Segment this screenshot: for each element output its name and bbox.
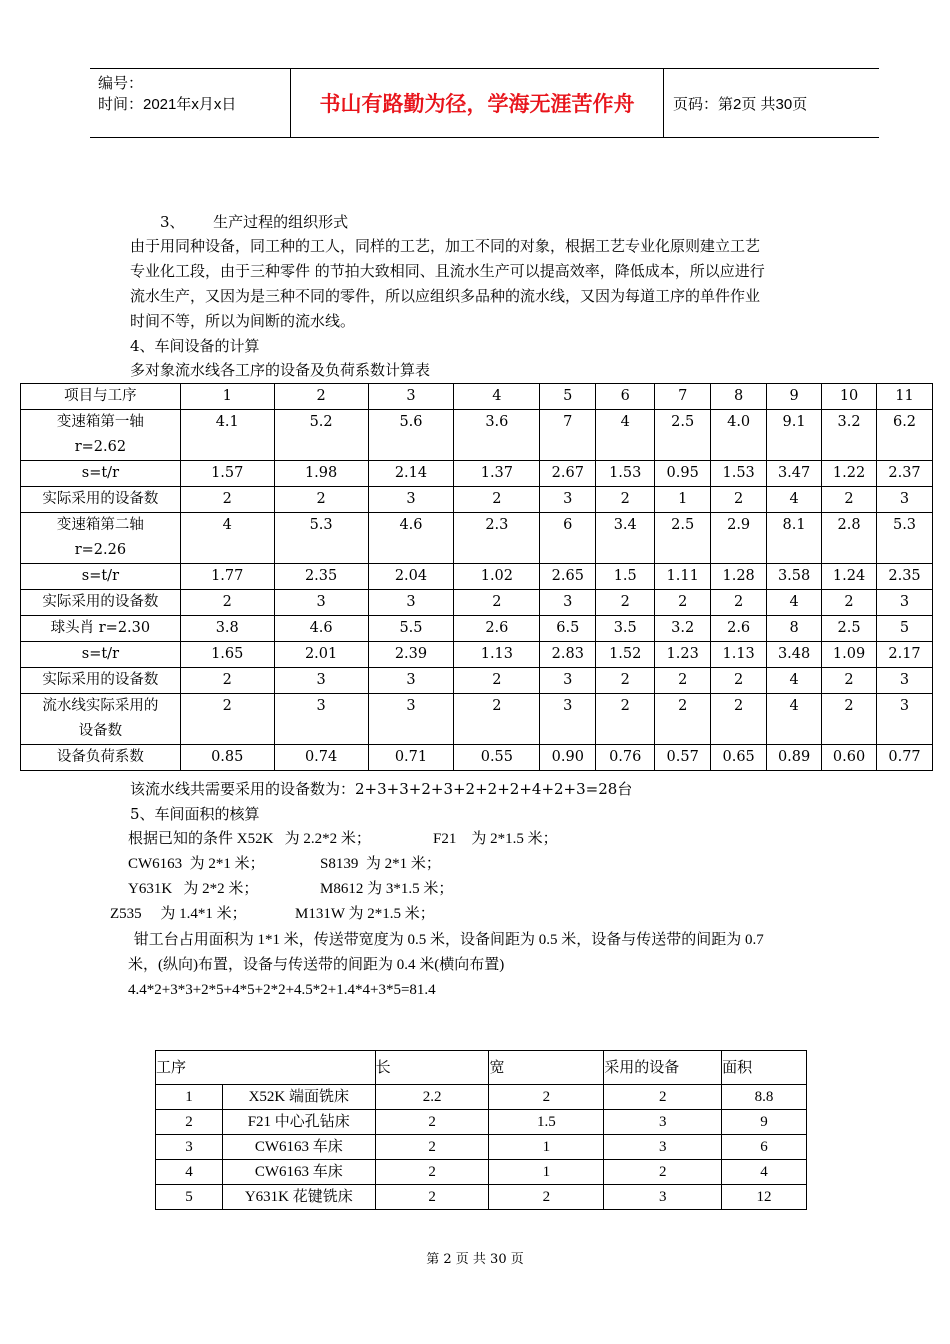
row-label-line: 设备负荷系数 xyxy=(56,749,144,765)
value-cell: 1.24 xyxy=(822,564,877,590)
value-cell: 1.5 xyxy=(596,564,655,590)
value-cell: 2.9 xyxy=(711,513,767,564)
condition-m8612: M8612 为 3*1.5 米； xyxy=(320,881,454,897)
value-cell: 5.5 xyxy=(368,616,454,642)
page-footer: 第 2 页 共 30 页 xyxy=(426,1252,524,1267)
value-cell: 8.8 xyxy=(722,1085,807,1110)
row-label-line: r=2.62 xyxy=(74,439,127,455)
section3-paragraph xyxy=(130,234,850,334)
value-cell: 5.3 xyxy=(274,513,368,564)
value-cell: 1.53 xyxy=(596,461,655,487)
value-cell: X52K 端面铣床 xyxy=(222,1085,375,1110)
value-cell: 1 xyxy=(489,1135,604,1160)
table-row xyxy=(21,564,933,590)
row-label xyxy=(21,668,181,694)
table-row xyxy=(21,513,933,564)
value-cell: 2.01 xyxy=(274,642,368,668)
value-cell: CW6163 车床 xyxy=(222,1160,375,1185)
header-cell: 工序 xyxy=(156,1051,376,1085)
value-cell: 2 xyxy=(180,590,274,616)
value-cell: 4 xyxy=(180,513,274,564)
value-cell: 2.39 xyxy=(368,642,454,668)
value-cell: 3.48 xyxy=(767,642,822,668)
row-label-line: 实际采用的设备数 xyxy=(42,672,159,688)
area-table xyxy=(155,1050,807,1210)
header-cell-step: 6 xyxy=(596,384,655,410)
doc-time-label: 时间：2021年x月x日 xyxy=(98,96,237,113)
value-cell: 2.6 xyxy=(454,616,540,642)
row-label-line: 流水线实际采用的 xyxy=(42,698,159,714)
row-label xyxy=(21,642,181,668)
value-cell: 4 xyxy=(767,487,822,513)
table-row xyxy=(21,616,933,642)
paragraph-line: 专业化工段，由于三种零件 的节拍大致相同、且流水生产可以提高效率，降低成本，所以应进行 xyxy=(130,262,765,280)
value-cell: 3.58 xyxy=(767,564,822,590)
row-label-line: s=t/r xyxy=(81,646,119,662)
table-row xyxy=(21,668,933,694)
value-cell: 9.1 xyxy=(767,410,822,461)
table-row xyxy=(21,694,933,745)
value-cell: 1.28 xyxy=(711,564,767,590)
value-cell: 2 xyxy=(375,1185,489,1210)
value-cell: 7 xyxy=(540,410,596,461)
doc-number-label: 编号： xyxy=(98,75,144,92)
row-label xyxy=(21,461,181,487)
value-cell: 4.0 xyxy=(711,410,767,461)
value-cell: CW6163 车床 xyxy=(222,1135,375,1160)
value-cell: 2 xyxy=(596,590,655,616)
value-cell: 6 xyxy=(722,1135,807,1160)
value-cell: 3 xyxy=(274,668,368,694)
row-label-line: 变速箱第一轴 xyxy=(56,414,144,430)
value-cell: 2 xyxy=(596,668,655,694)
value-cell: 4.6 xyxy=(274,616,368,642)
header-cell-step: 2 xyxy=(274,384,368,410)
value-cell: 2.37 xyxy=(877,461,933,487)
row-label xyxy=(21,410,181,461)
section3-heading: 3、 生产过程的组织形式 xyxy=(160,213,349,231)
row-label xyxy=(21,694,181,745)
value-cell: 2.14 xyxy=(368,461,454,487)
value-cell: 6.2 xyxy=(877,410,933,461)
table-row xyxy=(21,642,933,668)
bench-area-note: 钳工台占用面积为 1*1 米，传送带宽度为 0.5 米，设备间距为 0.5 米，设备与传送带的间距为 0.7 xyxy=(130,932,764,948)
value-cell: 5.6 xyxy=(368,410,454,461)
value-cell: 3 xyxy=(877,668,933,694)
value-cell: 1.23 xyxy=(655,642,711,668)
row-label-line: 变速箱第二轴 xyxy=(56,517,144,533)
table-row xyxy=(21,487,933,513)
value-cell: 2.17 xyxy=(877,642,933,668)
total-equipment-note: 该流水线共需要采用的设备数为：2+3+3+2+3+2+2+2+4+2+3=28台 xyxy=(130,780,633,798)
value-cell: 12 xyxy=(722,1185,807,1210)
table-header-row xyxy=(156,1051,807,1085)
header-cell-step: 11 xyxy=(877,384,933,410)
value-cell: 3 xyxy=(540,487,596,513)
value-cell: 2 xyxy=(711,668,767,694)
value-cell: 4.1 xyxy=(180,410,274,461)
value-cell: 2 xyxy=(822,694,877,745)
header-cell-step: 4 xyxy=(454,384,540,410)
value-cell: 3.6 xyxy=(454,410,540,461)
value-cell: 5 xyxy=(877,616,933,642)
value-cell: 2 xyxy=(454,590,540,616)
value-cell: 2 xyxy=(156,1110,223,1135)
value-cell: 3 xyxy=(274,694,368,745)
header-cell-step: 9 xyxy=(767,384,822,410)
value-cell: 1.11 xyxy=(655,564,711,590)
table-row xyxy=(156,1135,807,1160)
value-cell: 2.3 xyxy=(454,513,540,564)
value-cell: 4 xyxy=(156,1160,223,1185)
value-cell: 4.6 xyxy=(368,513,454,564)
row-label xyxy=(21,745,181,771)
header-cell: 面积 xyxy=(722,1051,807,1085)
header-page-label: 页码：第2页 共30页 xyxy=(673,95,808,113)
value-cell: 2.65 xyxy=(540,564,596,590)
condition-cw6163: CW6163 为 2*1 米； xyxy=(128,856,265,872)
value-cell: F21 中心孔钻床 xyxy=(222,1110,375,1135)
value-cell: 3.2 xyxy=(822,410,877,461)
value-cell: 3 xyxy=(156,1135,223,1160)
value-cell: 2 xyxy=(375,1135,489,1160)
value-cell: 3 xyxy=(368,694,454,745)
condition-m131w: M131W 为 2*1.5 米； xyxy=(295,906,435,922)
header-cell-step: 1 xyxy=(180,384,274,410)
paragraph-line: 由于用同种设备，同工种的工人，同样的工艺，加工不同的对象，根据工艺专业化原则建立工艺 xyxy=(130,237,761,255)
value-cell: 2 xyxy=(604,1160,722,1185)
table-row xyxy=(21,461,933,487)
value-cell: 1 xyxy=(489,1160,604,1185)
value-cell: 1.22 xyxy=(822,461,877,487)
header-divider xyxy=(663,69,664,137)
value-cell: 2 xyxy=(454,668,540,694)
value-cell: 3 xyxy=(604,1185,722,1210)
value-cell: 5 xyxy=(156,1185,223,1210)
value-cell: 2 xyxy=(596,487,655,513)
value-cell: 0.95 xyxy=(655,461,711,487)
value-cell: 2 xyxy=(454,487,540,513)
header-cell: 宽 xyxy=(489,1051,604,1085)
value-cell: 2 xyxy=(489,1185,604,1210)
value-cell: Y631K 花键铣床 xyxy=(222,1185,375,1210)
value-cell: 2 xyxy=(655,668,711,694)
value-cell: 2.2 xyxy=(375,1085,489,1110)
value-cell: 2 xyxy=(489,1085,604,1110)
value-cell: 2 xyxy=(655,694,711,745)
row-label-line: s=t/r xyxy=(81,568,119,584)
value-cell: 1.53 xyxy=(711,461,767,487)
layout-note: 米，(纵向)布置，设备与传送带的间距为 0.4 米(横向布置) xyxy=(128,957,505,973)
header-left-cell xyxy=(90,69,290,141)
value-cell: 1.09 xyxy=(822,642,877,668)
value-cell: 2.83 xyxy=(540,642,596,668)
row-label-line: 实际采用的设备数 xyxy=(42,594,159,610)
value-cell: 1.77 xyxy=(180,564,274,590)
value-cell: 0.57 xyxy=(655,745,711,771)
value-cell: 4 xyxy=(596,410,655,461)
value-cell: 0.85 xyxy=(180,745,274,771)
value-cell: 1.5 xyxy=(489,1110,604,1135)
value-cell: 6.5 xyxy=(540,616,596,642)
value-cell: 0.76 xyxy=(596,745,655,771)
condition-x52k: 根据已知的条件 X52K 为 2.2*2 米； xyxy=(128,831,371,847)
value-cell: 8 xyxy=(767,616,822,642)
value-cell: 1.37 xyxy=(454,461,540,487)
value-cell: 2 xyxy=(180,668,274,694)
value-cell: 4 xyxy=(767,668,822,694)
page-header xyxy=(90,68,879,138)
table-row xyxy=(21,410,933,461)
value-cell: 2.5 xyxy=(655,513,711,564)
value-cell: 0.71 xyxy=(368,745,454,771)
value-cell: 3 xyxy=(877,590,933,616)
condition-z535: Z535 为 1.4*1 米； xyxy=(110,906,247,922)
table1-title: 多对象流水线各工序的设备及负荷系数计算表 xyxy=(130,361,431,379)
row-label xyxy=(21,487,181,513)
header-cell-step: 3 xyxy=(368,384,454,410)
value-cell: 3 xyxy=(604,1110,722,1135)
condition-f21: F21 为 2*1.5 米； xyxy=(433,831,558,847)
value-cell: 1.57 xyxy=(180,461,274,487)
section5-heading: 5、车间面积的核算 xyxy=(130,805,260,823)
header-cell-step: 10 xyxy=(822,384,877,410)
value-cell: 0.60 xyxy=(822,745,877,771)
row-label xyxy=(21,513,181,564)
value-cell: 2 xyxy=(596,694,655,745)
value-cell: 3 xyxy=(604,1135,722,1160)
value-cell: 2 xyxy=(375,1160,489,1185)
value-cell: 3 xyxy=(368,590,454,616)
value-cell: 3.2 xyxy=(655,616,711,642)
value-cell: 3 xyxy=(877,487,933,513)
table-row xyxy=(156,1110,807,1135)
value-cell: 3.4 xyxy=(596,513,655,564)
row-label xyxy=(21,590,181,616)
condition-y631k: Y631K 为 2*2 米； xyxy=(128,881,259,897)
value-cell: 2 xyxy=(711,590,767,616)
value-cell: 2 xyxy=(711,487,767,513)
table-row xyxy=(156,1085,807,1110)
value-cell: 2.5 xyxy=(655,410,711,461)
header-cell-step: 5 xyxy=(540,384,596,410)
condition-s8139: S8139 为 2*1 米； xyxy=(320,856,441,872)
value-cell: 3 xyxy=(877,694,933,745)
row-label xyxy=(21,564,181,590)
value-cell: 2.8 xyxy=(822,513,877,564)
value-cell: 2 xyxy=(822,668,877,694)
value-cell: 0.77 xyxy=(877,745,933,771)
value-cell: 1.65 xyxy=(180,642,274,668)
header-cell: 长 xyxy=(375,1051,489,1085)
value-cell: 2 xyxy=(375,1110,489,1135)
table-header-row xyxy=(21,384,933,410)
value-cell: 2 xyxy=(274,487,368,513)
table-row xyxy=(156,1160,807,1185)
value-cell: 0.90 xyxy=(540,745,596,771)
value-cell: 2 xyxy=(655,590,711,616)
area-formula: 4.4*2+3*3+2*5+4*5+2*2+4.5*2+1.4*4+3*5=81.4 xyxy=(128,982,436,998)
value-cell: 3 xyxy=(368,487,454,513)
value-cell: 2 xyxy=(711,694,767,745)
header-cell-item: 项目与工序 xyxy=(21,384,181,410)
value-cell: 9 xyxy=(722,1110,807,1135)
value-cell: 4 xyxy=(767,694,822,745)
value-cell: 3 xyxy=(368,668,454,694)
paragraph-line: 流水生产，又因为是三种不同的零件，所以应组织多品种的流水线，又因为每道工序的单件作业 xyxy=(130,287,761,305)
row-label xyxy=(21,616,181,642)
value-cell: 2.35 xyxy=(274,564,368,590)
value-cell: 2 xyxy=(822,590,877,616)
value-cell: 3.8 xyxy=(180,616,274,642)
value-cell: 1.52 xyxy=(596,642,655,668)
paragraph-line: 时间不等，所以为间断的流水线。 xyxy=(130,312,356,330)
value-cell: 2.6 xyxy=(711,616,767,642)
value-cell: 6 xyxy=(540,513,596,564)
row-label-line: 球头肖 r=2.30 xyxy=(50,620,151,636)
row-label-line: s=t/r xyxy=(81,465,119,481)
section4-heading: 4、车间设备的计算 xyxy=(130,337,260,355)
value-cell: 4 xyxy=(767,590,822,616)
value-cell: 2 xyxy=(180,487,274,513)
value-cell: 1.13 xyxy=(711,642,767,668)
equipment-load-table xyxy=(20,383,933,771)
value-cell: 3.5 xyxy=(596,616,655,642)
value-cell: 3.47 xyxy=(767,461,822,487)
row-label-line: 实际采用的设备数 xyxy=(42,491,159,507)
value-cell: 2.04 xyxy=(368,564,454,590)
row-label-line: 设备数 xyxy=(78,723,123,739)
table-row xyxy=(156,1185,807,1210)
row-label-line: r=2.26 xyxy=(74,542,127,558)
value-cell: 2.67 xyxy=(540,461,596,487)
value-cell: 5.3 xyxy=(877,513,933,564)
header-motto: 书山有路勤为径，学海无涯苦作舟 xyxy=(319,92,635,116)
value-cell: 2.5 xyxy=(822,616,877,642)
value-cell: 3 xyxy=(540,668,596,694)
value-cell: 2 xyxy=(180,694,274,745)
value-cell: 3 xyxy=(540,694,596,745)
value-cell: 1 xyxy=(156,1085,223,1110)
header-cell-step: 8 xyxy=(711,384,767,410)
value-cell: 3 xyxy=(274,590,368,616)
header-cell: 采用的设备 xyxy=(604,1051,722,1085)
value-cell: 5.2 xyxy=(274,410,368,461)
value-cell: 2 xyxy=(454,694,540,745)
table-row xyxy=(21,590,933,616)
value-cell: 2.35 xyxy=(877,564,933,590)
value-cell: 0.74 xyxy=(274,745,368,771)
value-cell: 1.13 xyxy=(454,642,540,668)
table-row xyxy=(21,745,933,771)
value-cell: 2 xyxy=(822,487,877,513)
value-cell: 0.65 xyxy=(711,745,767,771)
value-cell: 1.02 xyxy=(454,564,540,590)
value-cell: 1 xyxy=(655,487,711,513)
value-cell: 4 xyxy=(722,1160,807,1185)
value-cell: 0.89 xyxy=(767,745,822,771)
value-cell: 0.55 xyxy=(454,745,540,771)
value-cell: 1.98 xyxy=(274,461,368,487)
value-cell: 8.1 xyxy=(767,513,822,564)
value-cell: 2 xyxy=(604,1085,722,1110)
value-cell: 3 xyxy=(540,590,596,616)
header-cell-step: 7 xyxy=(655,384,711,410)
